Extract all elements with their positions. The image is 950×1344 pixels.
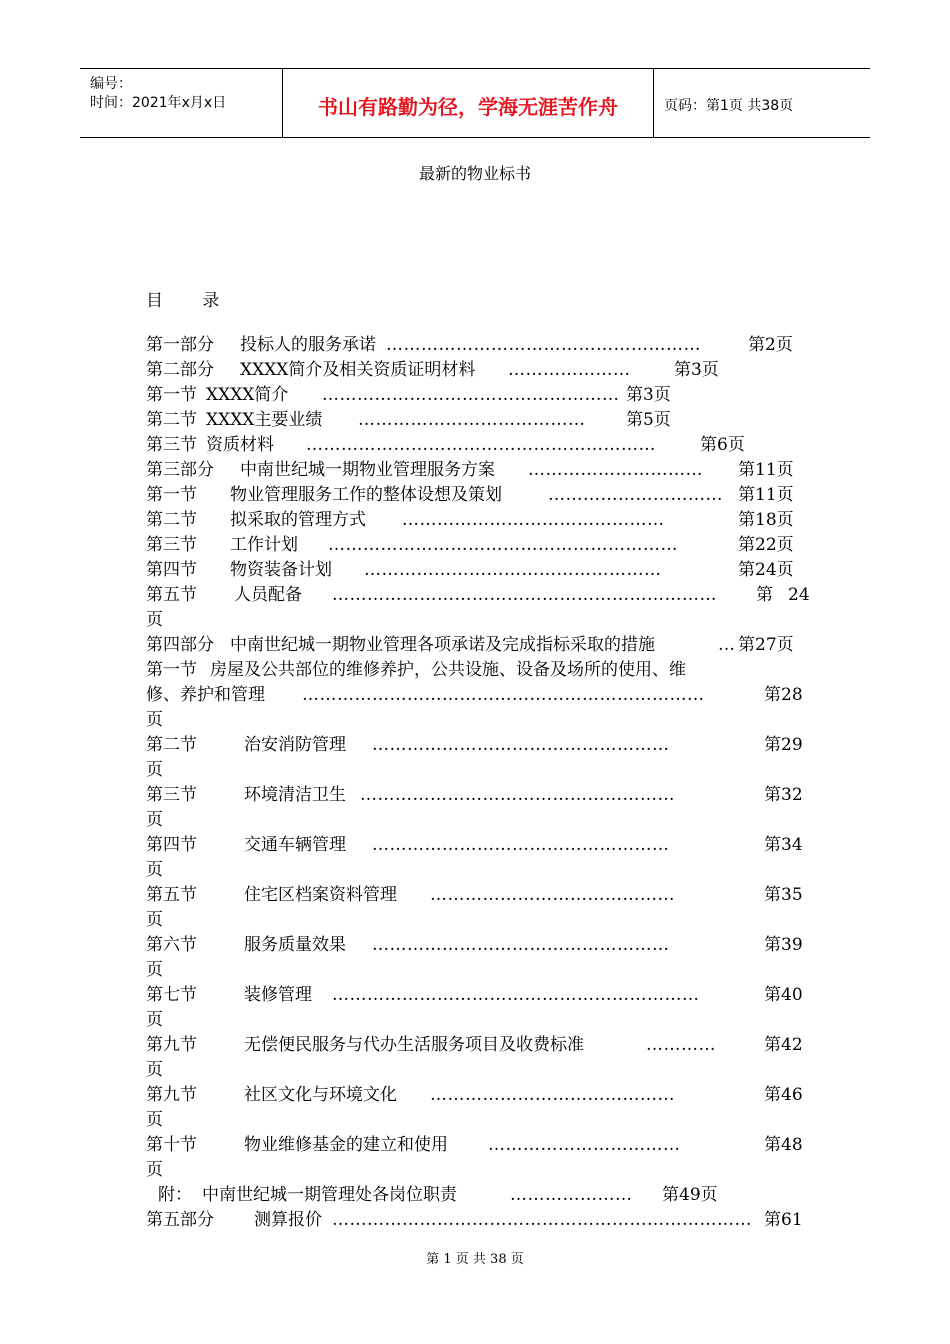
toc-entry[interactable]: [146, 583, 810, 607]
document-title: 最新的物业标书: [418, 164, 531, 183]
toc-entry-text: 中南世纪城一期物业管理服务方案: [240, 460, 495, 480]
toc-heading-char-1: 目: [146, 291, 163, 311]
toc-entry-page: 第24页: [738, 560, 794, 580]
toc-entry-label: 第九节: [146, 1085, 197, 1105]
toc-entry-label: 第九节: [146, 1035, 197, 1055]
toc-entry-text: 物资装备计划: [230, 560, 332, 580]
toc-entry[interactable]: [146, 783, 810, 807]
toc-entry-page: 第49页: [662, 1185, 718, 1205]
toc-entry-text: XXXX简介及相关资质证明材料: [240, 360, 476, 380]
toc-entry-page: 第46: [764, 1085, 803, 1105]
toc-entry-label: 第一部分: [146, 335, 214, 355]
toc-entry-leader: ……………………………………………………: [306, 435, 656, 455]
toc-entry-leader: …………………………: [548, 485, 723, 505]
toc-entry[interactable]: [146, 383, 810, 407]
toc-entry-page: 第28: [764, 685, 803, 705]
toc-heading-char-2: 录: [202, 291, 220, 311]
toc-entry-leader: ……………………………………………………………: [302, 685, 705, 705]
toc-entry-text: 测算报价: [254, 1210, 322, 1230]
toc-entry-label: 第二节: [146, 410, 197, 430]
toc-entry-label: 第七节: [146, 985, 197, 1005]
toc-entry-text: 拟采取的管理方式: [230, 510, 366, 530]
toc-entry-wrap-text: 页: [146, 1060, 163, 1080]
toc-entry-label: 第五部分: [146, 1210, 214, 1230]
toc-entry-page: 第18页: [738, 510, 794, 530]
toc-entry-leader: ……………………………………………: [372, 935, 670, 955]
toc-entry-label: 第二节: [146, 735, 197, 755]
toc-entry-text: 服务质量效果: [244, 935, 346, 955]
toc-entry-leader: ……………………………………………: [372, 735, 670, 755]
toc-entry-label: 第三部分: [146, 460, 214, 480]
toc-entry[interactable]: [146, 433, 810, 457]
toc-entry-text: 物业维修基金的建立和使用: [244, 1135, 448, 1155]
toc-entry-label: 修、养护和管理: [146, 685, 265, 705]
toc-entry-page: 第27页: [738, 635, 794, 655]
toc-entry[interactable]: [146, 558, 810, 582]
toc-entry-leader: …………………………………: [358, 410, 586, 430]
toc-entry[interactable]: [146, 358, 810, 382]
page-header: [80, 68, 870, 138]
toc-entry-leader: ………………………………………………: [386, 335, 701, 355]
header-motto-cell: [282, 69, 654, 137]
toc-entry-label: 附：: [158, 1185, 192, 1205]
toc-entry-page: 第3页: [626, 385, 671, 405]
toc-entry[interactable]: [146, 883, 810, 907]
toc-entry-wrap-text: 页: [146, 910, 163, 930]
toc-entry-text: 中南世纪城一期物业管理各项承诺及完成指标采取的措施: [230, 635, 655, 655]
toc-entry-leader: ……………………………………: [430, 885, 675, 905]
toc-entry-leader: ……………………………………………………: [328, 535, 678, 555]
toc-entry-leader: ……………………………………: [430, 1085, 675, 1105]
toc-entry-page: 第11页: [738, 485, 794, 505]
toc-entry-wrap-text: 页: [146, 960, 163, 980]
toc-entry-label: 第六节: [146, 935, 197, 955]
toc-entry-wrap-text: 页: [146, 610, 163, 630]
toc-entry-page: 第35: [764, 885, 803, 905]
toc-entry-text: 工作计划: [230, 535, 298, 555]
toc-entry-page: 第40: [764, 985, 803, 1005]
toc-entry-leader: ………………………………………: [402, 510, 665, 530]
toc-entry-leader: ……………………………………………: [322, 385, 620, 405]
toc-entry-page: 第39: [764, 935, 803, 955]
toc-entry-label: 第五节: [146, 885, 197, 905]
toc-entry-text: XXXX简介: [206, 385, 289, 405]
toc-entry-label: 第二部分: [146, 360, 214, 380]
toc-entry-page: 第61: [764, 1210, 803, 1230]
toc-entry-leader: ………………………………………………: [360, 785, 675, 805]
toc-entry[interactable]: [146, 983, 810, 1007]
toc-entry-leader: …………………: [508, 360, 631, 380]
toc-entry-leader: …………: [646, 1035, 716, 1055]
toc-entry[interactable]: [146, 1208, 810, 1232]
toc-entry-page: 第3页: [674, 360, 719, 380]
toc-entry-leader: …………………: [510, 1185, 633, 1205]
toc-entry[interactable]: [146, 1083, 810, 1107]
toc-entry[interactable]: [146, 533, 810, 557]
toc-entry-label: 第一节: [146, 660, 197, 680]
toc-entry-wrap-text: 页: [146, 1160, 163, 1180]
toc-entry-label: 第三节: [146, 535, 197, 555]
toc-entry-text: 无偿便民服务与代办生活服务项目及收费标准: [244, 1035, 584, 1055]
toc-entry-leader: ……………………………: [488, 1135, 681, 1155]
toc-entry[interactable]: [146, 683, 810, 707]
toc-entry-label: 第一节: [146, 485, 197, 505]
toc-entry-page: 第5页: [626, 410, 671, 430]
toc-entry-text: 人员配备: [234, 585, 302, 605]
toc-entry[interactable]: [146, 658, 810, 682]
toc-entry-text: 物业管理服务工作的整体设想及策划: [230, 485, 502, 505]
toc-entry-wrap-text: 页: [146, 760, 163, 780]
toc-entry-label: 第四节: [146, 560, 197, 580]
toc-entry-text: 装修管理: [244, 985, 312, 1005]
toc-entry-leader: ………………………………………………………………: [332, 1210, 752, 1230]
toc-entry-leader: …………………………: [528, 460, 703, 480]
document-number-label: 编号：: [90, 76, 132, 92]
toc-entry-label: 第一节: [146, 385, 197, 405]
toc-entry-page: 第6页: [700, 435, 745, 455]
toc-entry-page: 第34: [764, 835, 803, 855]
toc-entry-page: 第29: [764, 735, 803, 755]
header-meta: [80, 69, 282, 137]
toc-entry-page: 第32: [764, 785, 803, 805]
toc-entry-page: 第22页: [738, 535, 794, 555]
toc-entry[interactable]: [146, 1133, 810, 1157]
toc-entry-label: 第二节: [146, 510, 197, 530]
header-page-cell: [654, 69, 870, 137]
toc-entry[interactable]: [146, 833, 810, 857]
toc-entry-leader: ……………………………………………: [372, 835, 670, 855]
toc-entry[interactable]: [146, 1033, 810, 1057]
toc-entry[interactable]: [146, 733, 810, 757]
toc-entry-wrap-text: 页: [146, 1110, 163, 1130]
toc-entry-page: 第48: [764, 1135, 803, 1155]
toc-entry[interactable]: [146, 458, 810, 482]
toc-entry[interactable]: [146, 933, 810, 957]
toc-entry[interactable]: [146, 333, 810, 357]
toc-entry-page: 第2页: [748, 335, 793, 355]
toc-entry-label: 第五节: [146, 585, 197, 605]
toc-entry-text: 资质材料: [206, 435, 274, 455]
toc-entry-label: 第十节: [146, 1135, 197, 1155]
toc-entry-page: 第: [756, 585, 773, 605]
toc-entry-wrap-text: 页: [146, 1010, 163, 1030]
toc-entry-label: 第三节: [146, 435, 197, 455]
toc-entry-text: 投标人的服务承诺: [240, 335, 376, 355]
toc-entry-text: 治安消防管理: [244, 735, 346, 755]
toc-entry-page-number: 24: [788, 585, 810, 605]
toc-entry[interactable]: [146, 408, 810, 432]
toc-entry-page: 第42: [764, 1035, 803, 1055]
toc-entry-label: 第四节: [146, 835, 197, 855]
toc-entry-leader: ………………………………………………………: [332, 985, 700, 1005]
toc-entry[interactable]: [146, 1183, 810, 1207]
toc-entry-text: 中南世纪城一期管理处各岗位职责: [202, 1185, 457, 1205]
header-page-code: 页码：第1页 共38页: [664, 98, 794, 114]
toc-entry[interactable]: [146, 633, 810, 657]
document-date: 时间：2021年x月x日: [90, 95, 227, 111]
toc-entry-wrap-text: 页: [146, 710, 163, 730]
toc-entry-wrap-text: 页: [146, 810, 163, 830]
toc-entry[interactable]: [146, 508, 810, 532]
toc-entry-text: 环境清洁卫生: [244, 785, 346, 805]
toc-entry-text: 房屋及公共部位的维修养护，公共设施、设备及场所的使用、维: [210, 660, 686, 680]
toc-entry-text: 社区文化与环境文化: [244, 1085, 397, 1105]
toc-entry-wrap-text: 页: [146, 860, 163, 880]
header-motto: 书山有路勤为径，学海无涯苦作舟: [318, 95, 618, 119]
toc-entry[interactable]: [146, 483, 810, 507]
toc-entry-text: 交通车辆管理: [244, 835, 346, 855]
toc-entry-text: 住宅区档案资料管理: [244, 885, 397, 905]
toc-entry-leader: …………………………………………………………: [332, 585, 717, 605]
toc-entry-label: 第四部分: [146, 635, 214, 655]
page-footer: 第 1 页 共 38 页: [426, 1252, 524, 1267]
toc-entry-leader: …: [718, 635, 736, 655]
toc-entry-label: 第三节: [146, 785, 197, 805]
toc-heading: [146, 286, 219, 311]
toc-entry-leader: ……………………………………………: [364, 560, 662, 580]
toc-entry-text: XXXX主要业绩: [206, 410, 323, 430]
toc-entry-page: 第11页: [738, 460, 794, 480]
